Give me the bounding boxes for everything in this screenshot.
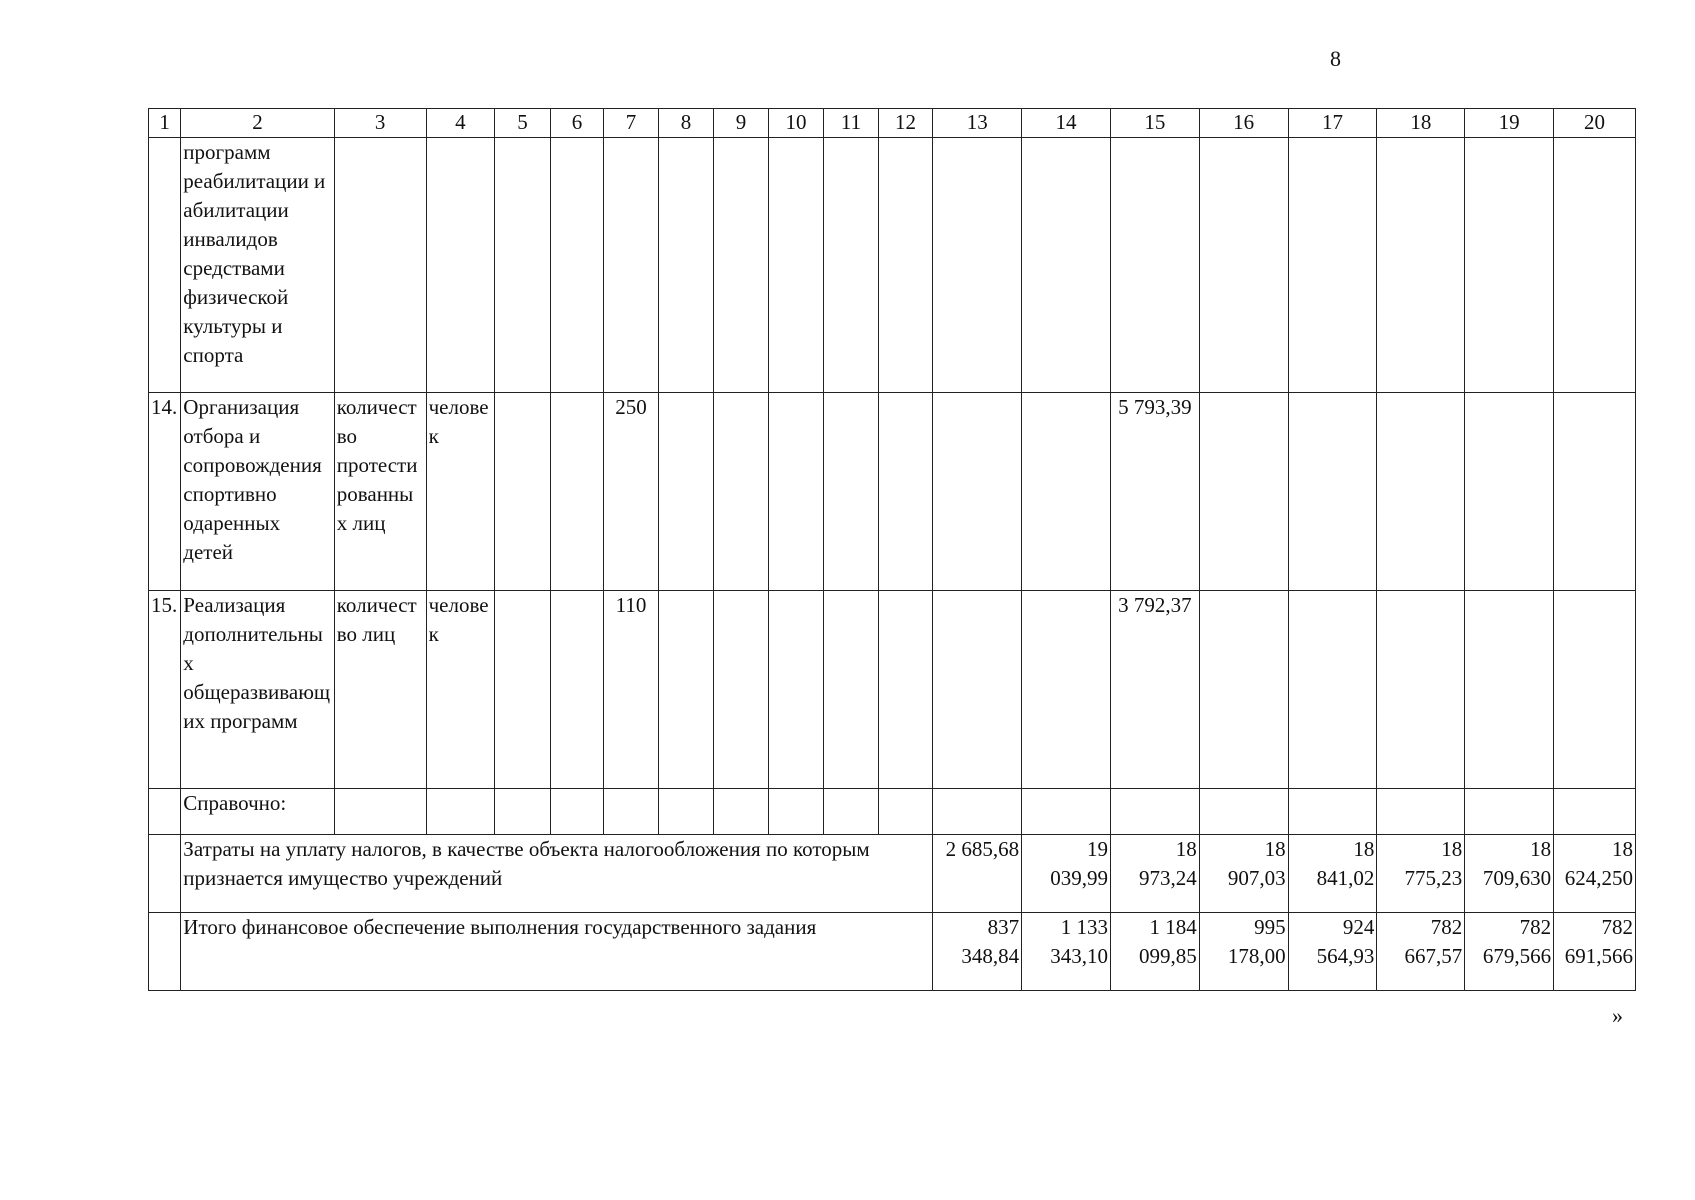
taxes-value: 18 709,630 [1465,835,1554,913]
row-value-c7: 110 [604,591,659,789]
col-header: 10 [768,109,824,138]
row-name: программ реабилитации и абилитации инвалидов средствами физической культуры и спорта [181,138,334,393]
total-value: 995 178,00 [1199,913,1288,991]
closing-quote: » [1612,1003,1623,1028]
taxes-value: 19 039,99 [1022,835,1111,913]
table-row [149,789,1636,835]
reference-label: Справочно: [181,789,334,835]
col-header: 19 [1465,109,1554,138]
col-header: 2 [181,109,334,138]
total-label: Итого финансовое обеспечение выполнения государственного задания [181,913,933,991]
row-name: Организация отбора и сопровождения спортивно одаренных детей [181,393,334,591]
financial-table [148,108,1636,991]
row-name: Реализация дополнительных общеразвивающих программ [181,591,334,789]
col-header: 7 [604,109,659,138]
row-unit: человек [426,591,495,789]
table-row [149,138,1636,393]
table-row [149,591,1636,789]
row-unit: человек [426,393,495,591]
row-indicator: количество лиц [334,591,426,789]
taxes-value: 18 907,03 [1199,835,1288,913]
col-header: 11 [824,109,879,138]
taxes-value: 18 841,02 [1288,835,1377,913]
taxes-label: Затраты на уплату налогов, в качестве объекта налогообложения по которым признается имущество учреждений [181,835,933,913]
total-value: 924 564,93 [1288,913,1377,991]
col-header: 18 [1377,109,1465,138]
taxes-value: 18 973,24 [1110,835,1199,913]
col-header: 14 [1022,109,1111,138]
col-header: 5 [495,109,551,138]
taxes-value: 2 685,68 [933,835,1022,913]
row-value-c7: 250 [604,393,659,591]
total-value: 837 348,84 [933,913,1022,991]
taxes-value: 18 624,250 [1554,835,1636,913]
col-header: 17 [1288,109,1377,138]
table-row [149,393,1636,591]
col-header: 13 [933,109,1022,138]
row-value-c15: 3 792,37 [1110,591,1199,789]
total-value: 782 667,57 [1377,913,1465,991]
col-header: 20 [1554,109,1636,138]
col-header: 9 [714,109,769,138]
row-number: 14. [149,393,181,591]
total-value: 782 679,566 [1465,913,1554,991]
taxes-value: 18 775,23 [1377,835,1465,913]
page-number: 8 [1330,46,1341,71]
total-value: 782 691,566 [1554,913,1636,991]
total-row [149,913,1636,991]
col-header: 1 [149,109,181,138]
taxes-row [149,835,1636,913]
col-header: 15 [1110,109,1199,138]
col-header: 16 [1199,109,1288,138]
total-value: 1 133 343,10 [1022,913,1111,991]
row-value-c15: 5 793,39 [1110,393,1199,591]
col-header: 8 [658,109,714,138]
col-header: 4 [426,109,495,138]
row-indicator: количество протестированных лиц [334,393,426,591]
total-value: 1 184 099,85 [1110,913,1199,991]
col-header: 12 [878,109,933,138]
col-header: 3 [334,109,426,138]
col-header: 6 [550,109,604,138]
row-number: 15. [149,591,181,789]
header-row [149,109,1636,138]
